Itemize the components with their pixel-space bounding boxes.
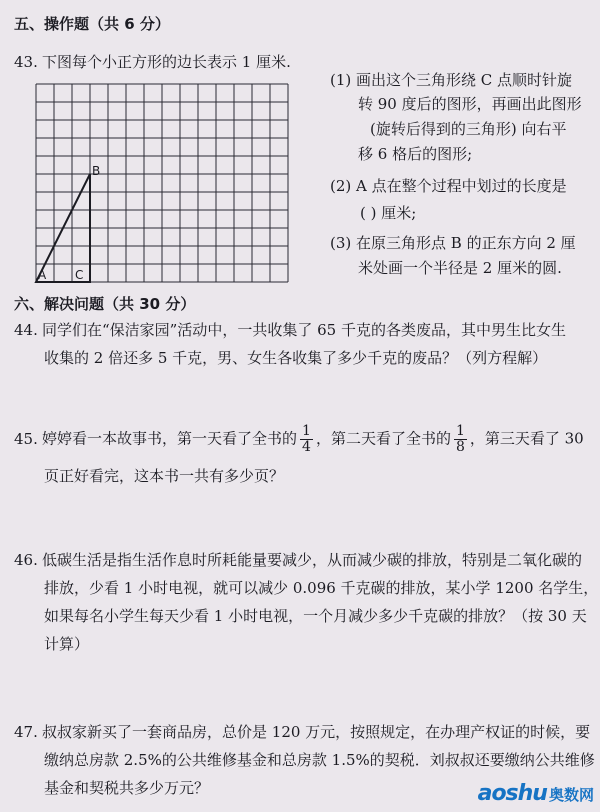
grid-lines [36,84,288,282]
q45-text: 婷婷看一本故事书，第一天看了全书的 [42,429,298,448]
q43-part-line: (旋转后得到的三角形) 向右平 [370,120,567,138]
section5-heading: 五、操作题（共 6 分） [14,15,170,33]
q46-line: 计算） [44,635,90,653]
q43-part-line: 米处画一个半径是 2 厘米的圆. [358,259,562,277]
q47-line: 缴纳总房款 2.5%的公共维修基金和总房款 1.5%的契税．刘叔叔还要缴纳公共维修 [44,751,595,769]
q43-prompt [14,52,291,72]
q46-text: 低碳生活是指生活作息时所耗能量要减少，从而减少碳的排放，特别是二氧化碳的 [42,551,583,569]
q47-text: 叔叔家新买了一套商品房，总价是 120 万元，按照规定，在办理产权证的时候，要 [42,723,591,741]
q43-answer-blank: ( ) 厘米; [360,204,417,222]
q43-part-line: (2) A 点在整个过程中划过的长度是 [330,177,567,195]
q46-line: 排放，少看 1 小时电视，就可以减少 0.096 千克碳的排放，某小学 1200 名学生， [44,579,599,597]
fraction-numerator: 1 [455,423,465,439]
q45-text: ，第二天看了全书的 [315,429,451,448]
point-label-c: C [75,268,84,282]
q43-part-line: 转 90 度后的图形，再画出此图形 [358,95,582,113]
q47-number: 47. [14,723,38,741]
q45-text: ，第三天看了 30 [469,429,584,448]
fraction-denominator: 4 [302,439,311,455]
q43-part-line: (3) 在原三角形点 B 的正东方向 2 厘 [330,234,576,252]
q43-grid-figure [30,82,310,282]
q43-number: 43. [14,53,38,71]
q44-number: 44. [14,321,38,339]
q43-part-line: 移 6 格后的图形; [358,145,473,163]
q46-line: 如果每名小学生每天少看 1 小时电视，一个月减少多少千克碳的排放？（按 30 天 [44,607,587,625]
aoshu-watermark-logo [478,781,594,806]
q43-part-line: (1) 画出这个三角形绕 C 点顺时针旋 [330,71,573,89]
q46-line [14,550,582,570]
q44-line: 收集的 2 倍还多 5 千克，男、女生各收集了多少千克的废品？（列方程解） [44,349,548,367]
q43-text: 下图每个小正方形的边长表示 1 厘米. [42,53,291,71]
q44-line [14,320,566,340]
q45-line [14,424,584,455]
q45-fraction-1 [300,424,313,455]
fraction-denominator: 8 [455,439,465,455]
q47-line: 基金和契税共多少万元？ [44,779,210,797]
watermark-latin: aoshu [477,781,547,806]
q45-fraction-2 [454,424,467,455]
point-label-b: B [92,164,101,178]
q46-number: 46. [14,551,38,569]
section6-heading: 六、解决问题（共 30 分） [14,295,196,313]
watermark-cn: 奥数网 [548,786,594,804]
fraction-numerator: 1 [302,423,311,439]
q45-number: 45. [14,429,38,448]
point-label-a: A [38,268,47,282]
q44-text: 同学们在“保洁家园”活动中，一共收集了 65 千克的各类废品，其中男生比女生 [42,321,566,339]
q45-line: 页正好看完，这本书一共有多少页？ [44,467,285,485]
q47-line [14,722,590,742]
